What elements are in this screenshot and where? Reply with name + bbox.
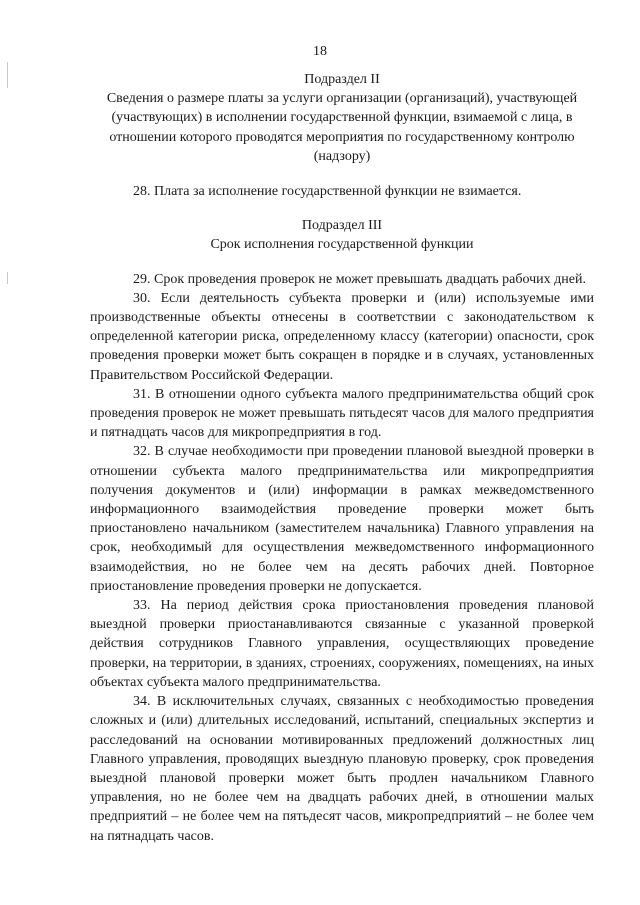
paragraph-34: 34. В исключительных случаях, связанных с необходимостью проведения сложных и (или) длительных исследований, испытаний, специальных экспертиз и расследований на основании мотивированных предложений должностных лиц Главного управления, проводящих выездную плановую проверку, срок проведения выездной плановой проверки может быть продлен начальником Главного управления, но не более чем на двадцать рабочих дней, в отношении малых предприятий – не более чем на пятьдесят часов, микропредприятий – не более чем на пятнадцать часов. xyxy=(90,694,594,844)
scan-edge-mark xyxy=(7,62,8,88)
section-2-title: Подраздел II xyxy=(304,72,380,87)
page-number: 18 xyxy=(313,44,327,59)
section-3-title: Подраздел III xyxy=(301,218,383,234)
paragraph-31: 31. В отношении одного субъекта малого предпринимательства общий срок проведения проверок не может превышать пятьдесят часов для малого предприятия и пятнадцать часов для микропредприятия в год. xyxy=(90,386,594,441)
paragraph-30: 30. Если деятельность субъекта проверки и (или) используемые ими производственные объекты отнесены в соответствии с законодательством к определенной категории риска, определенному классу (категории) опасности, срок проведения проверки может быть сокращен в порядке и в случаях, установленных Правительством Российской Федерации. xyxy=(90,290,594,383)
section-3-subtitle: Срок исполнения государственной функции xyxy=(210,237,474,253)
paragraph-28: 28. Плата за исполнение государственной функции не взимается. xyxy=(133,184,522,200)
document-body xyxy=(90,70,594,846)
paragraph-29: 29. Срок проведения проверок не может превышать двадцать рабочих дней. xyxy=(133,271,586,287)
section-2-subtitle: Сведения о размере платы за услуги организации (организаций), участвующей (участвующих) в исполнении государственной функции, взимаемой с лица, в отношении которого проводятся мероприятия по государственному контролю (надзору) xyxy=(106,91,578,164)
paragraph-32: 32. В случае необходимости при проведении плановой выездной проверки в отношении субъекта малого предпринимательства или микропредприятия получения документов и (или) информации в рамках межведомственного информационного взаимодействия проведение проверки может быть приостановлено начальником (заместителем начальника) Главного управления на срок, необходимый для осуществления межведомственного информационного взаимодействия, но не более чем на десять рабочих дней. Повторное приостановление проведения проверки не допускается. xyxy=(90,444,594,594)
paragraph-33: 33. На период действия срока приостановления проведения плановой выездной проверки приостанавливаются связанные с указанной проверкой действия сотрудников Главного управления, осуществляющих проведение проверки, на территории, в зданиях, строениях, сооружениях, помещениях, на иных объектах субъекта малого предпринимательства. xyxy=(90,598,594,690)
scan-edge-mark xyxy=(7,272,8,284)
